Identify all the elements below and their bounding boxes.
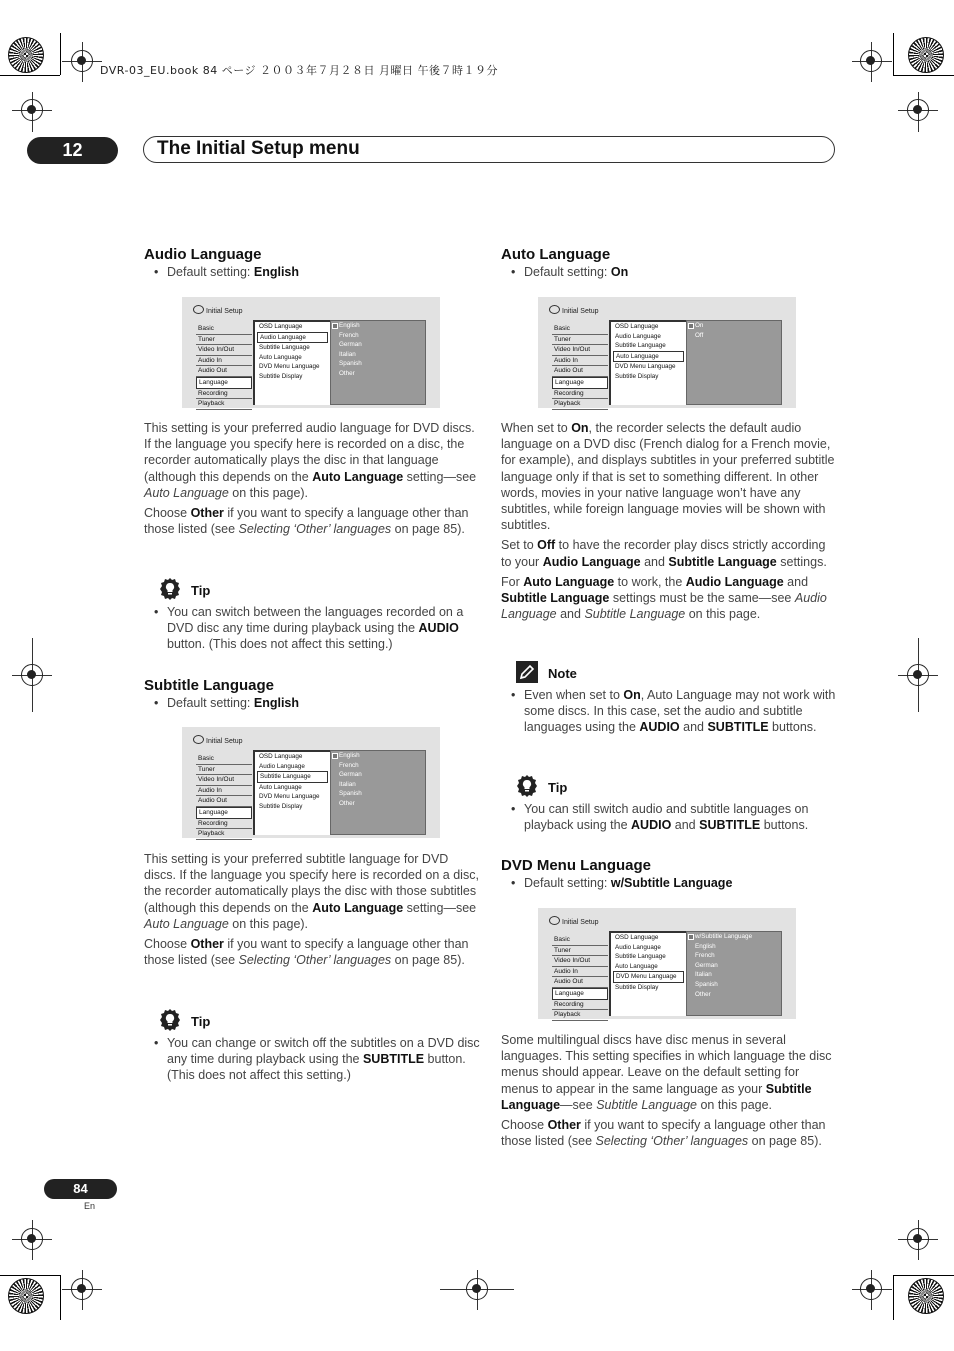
dvd-menu-language-section — [501, 856, 837, 891]
auto-language-section — [501, 245, 837, 280]
osd-main-menu — [552, 324, 608, 410]
osd-main-menu — [196, 754, 252, 840]
osd-menu-item: Tuner — [196, 765, 252, 776]
paragraph: This setting is your preferred subtitle language for DVD discs. If the language you specify here is recorded on a disc, the recorder automatically plays the disc with those subtitles (although this depends on the Auto Language setting—see Auto Language on this page). — [144, 852, 479, 931]
osd-submenu-item: Subtitle Display — [259, 372, 303, 380]
crop-mark — [893, 75, 954, 76]
osd-menu-item: Playback — [552, 399, 608, 410]
lightbulb-icon — [158, 577, 182, 601]
osd-submenu-item: DVD Menu Language — [259, 793, 320, 801]
osd-menu-item: Audio Out — [552, 366, 608, 377]
crop-mark — [893, 33, 894, 75]
note-text: • Even when set to On, Auto Language may not work with some discs. In this case, set the audio and subtitle languages using the AUDIO and SUBTITLE buttons. — [501, 687, 837, 736]
osd-menu-item: Video In/Out — [196, 775, 252, 786]
osd-option: French — [695, 952, 715, 960]
section-heading: Auto Language — [501, 246, 611, 263]
osd-menu-item: Video In/Out — [196, 345, 252, 356]
tip-header — [144, 577, 480, 605]
osd-option: German — [339, 771, 362, 779]
osd-option: Spanish — [695, 980, 718, 988]
osd-option: German — [695, 961, 718, 969]
osd-submenu — [253, 750, 330, 835]
paragraph: This setting is your preferred audio language for DVD discs. If the language you specify here is recorded on a disc, the recorder automatically plays the disc in that language (although this depends on the Auto Language setting—see Auto Language on this page). — [144, 421, 477, 500]
osd-option: French — [339, 331, 359, 339]
osd-menu-item: Recording — [196, 389, 252, 400]
auto-language-note — [501, 660, 837, 736]
osd-screen-auto-language — [538, 297, 796, 408]
registration-target-icon — [860, 50, 882, 72]
osd-menu-item: Audio Out — [196, 366, 252, 377]
osd-submenu-item: DVD Menu Language — [615, 363, 676, 371]
osd-main-menu — [196, 324, 252, 410]
paragraph: Choose Other if you want to specify a language other than those listed (see Selecting ‘Other’ languages on page 85). — [144, 506, 469, 537]
registration-target-icon — [907, 664, 929, 686]
paragraph: For Auto Language to work, the Audio Language and Subtitle Language settings must be the same—see Audio Language and Subtitle Language on this page. — [501, 574, 827, 622]
registration-target-icon — [71, 1278, 93, 1300]
osd-option: Spanish — [339, 360, 362, 368]
registration-burst-top-right — [908, 37, 944, 73]
subtitle-language-body — [144, 851, 480, 968]
osd-submenu — [609, 320, 686, 405]
crop-mark — [893, 1275, 894, 1320]
tip-label: Tip — [191, 583, 211, 598]
osd-submenu-item: Subtitle Display — [259, 802, 303, 810]
osd-option: Other — [339, 799, 355, 807]
subtitle-language-tip — [144, 1008, 480, 1084]
osd-menu-item: Basic — [552, 935, 608, 946]
auto-language-tip — [501, 774, 837, 833]
tip-text: • You can switch between the languages recorded on a DVD disc any time during playback using the AUDIO button. (This does not affect this setting.) — [144, 604, 480, 653]
osd-menu-item: Audio In — [196, 356, 252, 367]
osd-options — [330, 320, 426, 405]
audio-language-section — [144, 245, 480, 280]
crop-mark — [60, 1275, 61, 1320]
note-header — [501, 660, 837, 688]
osd-submenu-item: Auto Language — [259, 783, 302, 791]
registration-target-icon — [21, 1228, 43, 1250]
page-number: 84 — [44, 1179, 117, 1199]
osd-menu-item: Basic — [552, 324, 608, 335]
disc-icon — [549, 916, 560, 925]
audio-language-tip — [144, 577, 480, 653]
osd-menu-item-selected: Language — [196, 377, 252, 389]
osd-option: Off — [695, 331, 704, 339]
osd-menu-item: Playback — [552, 1010, 608, 1021]
osd-option: Other — [339, 369, 355, 377]
osd-submenu-item: Audio Language — [615, 943, 661, 951]
osd-submenu-item: OSD Language — [259, 753, 303, 760]
registration-target-icon — [21, 664, 43, 686]
osd-menu-item: Tuner — [196, 335, 252, 346]
osd-submenu-item: Audio Language — [615, 332, 661, 340]
osd-submenu-item: OSD Language — [259, 323, 303, 330]
osd-screen-dvd-menu-language — [538, 908, 796, 1019]
osd-submenu-item: Subtitle Display — [615, 372, 659, 380]
osd-menu-item-selected: Language — [552, 988, 608, 1000]
registration-target-icon — [860, 1278, 882, 1300]
subtitle-language-section — [144, 676, 480, 711]
section-heading: DVD Menu Language — [501, 857, 652, 874]
osd-submenu-item: Audio Language — [259, 762, 305, 770]
osd-options — [330, 750, 426, 835]
osd-title: Initial Setup — [549, 916, 599, 926]
osd-option: Other — [695, 990, 711, 998]
tip-header — [144, 1008, 480, 1036]
osd-menu-item: Recording — [552, 389, 608, 400]
default-setting: • Default setting: English — [144, 264, 480, 280]
osd-menu-item: Audio Out — [196, 796, 252, 807]
default-setting: • Default setting: w/Subtitle Language — [501, 875, 837, 891]
osd-menu-item: Audio In — [196, 786, 252, 797]
osd-options — [686, 931, 782, 1016]
osd-title: Initial Setup — [549, 305, 599, 315]
chapter-title: The Initial Setup menu — [157, 138, 360, 159]
chapter-number: 12 — [27, 137, 118, 164]
crop-mark — [60, 33, 61, 75]
osd-menu-item-selected: Language — [552, 377, 608, 389]
registration-target-icon — [466, 1278, 488, 1300]
osd-option-selected: English — [331, 321, 425, 331]
osd-menu-item: Tuner — [552, 335, 608, 346]
osd-submenu-item-selected: DVD Menu Language — [613, 971, 684, 983]
osd-title: Initial Setup — [193, 305, 243, 315]
disc-icon — [193, 305, 204, 314]
osd-submenu-item: Subtitle Language — [615, 953, 666, 961]
registration-target-icon — [907, 99, 929, 121]
osd-title: Initial Setup — [193, 735, 243, 745]
osd-option-selected: English — [331, 751, 425, 761]
tip-text: • You can change or switch off the subtitles on a DVD disc any time during playback using the SUBTITLE button. (This does not affect this setting.) — [144, 1035, 480, 1084]
osd-options — [686, 320, 782, 405]
osd-option: Italian — [339, 350, 356, 358]
registration-burst-bottom-right — [908, 1278, 944, 1314]
registration-burst-top-left — [8, 37, 44, 73]
osd-submenu-item: Auto Language — [259, 353, 302, 361]
osd-menu-item: Playback — [196, 829, 252, 840]
osd-option-selected: On — [687, 321, 781, 331]
pencil-note-icon — [515, 660, 539, 684]
osd-option: Italian — [695, 971, 712, 979]
osd-submenu — [253, 320, 330, 405]
audio-language-body — [144, 420, 480, 537]
paragraph: Choose Other if you want to specify a language other than those listed (see Selecting ‘Other’ languages on page 85). — [144, 937, 469, 968]
osd-screen-subtitle-language — [182, 727, 440, 838]
note-label: Note — [548, 666, 577, 681]
osd-option: German — [339, 341, 362, 349]
osd-screen-audio-language — [182, 297, 440, 408]
auto-language-body — [501, 420, 837, 622]
crop-mark — [0, 75, 60, 76]
osd-main-menu — [552, 935, 608, 1021]
disc-icon — [549, 305, 560, 314]
tip-label: Tip — [548, 780, 568, 795]
osd-menu-item: Audio In — [552, 356, 608, 367]
osd-submenu-item: OSD Language — [615, 323, 659, 330]
default-setting: • Default setting: English — [144, 695, 480, 711]
osd-menu-item: Video In/Out — [552, 345, 608, 356]
paragraph: Set to Off to have the recorder play discs strictly according to your Audio Language and Subtitle Language settings. — [501, 538, 827, 569]
dvd-menu-language-body — [501, 1032, 837, 1149]
lightbulb-icon — [515, 774, 539, 798]
osd-menu-item: Recording — [552, 1000, 608, 1011]
tip-text: • You can still switch audio and subtitle languages on playback using the AUDIO and SUBTITLE buttons. — [501, 801, 837, 833]
osd-submenu — [609, 931, 686, 1016]
section-heading: Audio Language — [144, 246, 262, 263]
section-heading: Subtitle Language — [144, 677, 275, 694]
registration-burst-bottom-left — [8, 1278, 44, 1314]
osd-menu-item: Basic — [196, 754, 252, 765]
osd-submenu-item: Auto Language — [615, 962, 658, 970]
osd-submenu-item: OSD Language — [615, 934, 659, 941]
osd-submenu-item: Subtitle Language — [259, 344, 310, 352]
osd-menu-item-selected: Language — [196, 807, 252, 819]
tip-header — [501, 774, 837, 802]
default-setting: • Default setting: On — [501, 264, 837, 280]
osd-submenu-item-selected: Audio Language — [257, 332, 328, 344]
paragraph: Some multilingual discs have disc menus in several languages. This setting specifies in which language the disc menus should appear. Leave on the default setting for menus to appear in the same language as your Subtitle Language—see Subtitle Language on this page. — [501, 1033, 832, 1112]
disc-icon — [193, 735, 204, 744]
osd-submenu-item-selected: Subtitle Language — [257, 771, 328, 783]
osd-menu-item: Basic — [196, 324, 252, 335]
osd-option-selected: w/Subtitle Language — [687, 932, 781, 942]
crop-mark — [0, 1275, 60, 1276]
osd-option: Spanish — [339, 790, 362, 798]
print-header: DVR-03_EU.book 84 ページ ２００３年７月２８日 月曜日 午後７時１９分 — [100, 64, 499, 77]
osd-menu-item: Playback — [196, 399, 252, 410]
language-code: En — [84, 1201, 96, 1211]
osd-submenu-item: Subtitle Language — [615, 342, 666, 350]
registration-target-icon — [21, 99, 43, 121]
osd-submenu-item: Subtitle Display — [615, 983, 659, 991]
crop-mark — [893, 1275, 954, 1276]
osd-option: English — [695, 942, 716, 950]
osd-submenu-item-selected: Auto Language — [613, 351, 684, 363]
registration-target-icon — [907, 1228, 929, 1250]
registration-target-icon — [71, 50, 93, 72]
tip-label: Tip — [191, 1014, 211, 1029]
paragraph: Choose Other if you want to specify a language other than those listed (see Selecting ‘Other’ languages on page 85). — [501, 1118, 826, 1149]
osd-menu-item: Recording — [196, 819, 252, 830]
osd-menu-item: Audio Out — [552, 977, 608, 988]
osd-option: French — [339, 761, 359, 769]
lightbulb-icon — [158, 1008, 182, 1032]
osd-submenu-item: DVD Menu Language — [259, 363, 320, 371]
paragraph: When set to On, the recorder selects the default audio language on a DVD disc (French dialog for a French movie, for example), and displays subtitles in your preferred subtitle language only if that is set to something different. In other words, movies in your native language won’t have any subtitles, while foreign language movies will be shown with subtitles. — [501, 421, 835, 533]
osd-menu-item: Tuner — [552, 946, 608, 957]
osd-menu-item: Audio In — [552, 967, 608, 978]
osd-option: Italian — [339, 780, 356, 788]
osd-menu-item: Video In/Out — [552, 956, 608, 967]
